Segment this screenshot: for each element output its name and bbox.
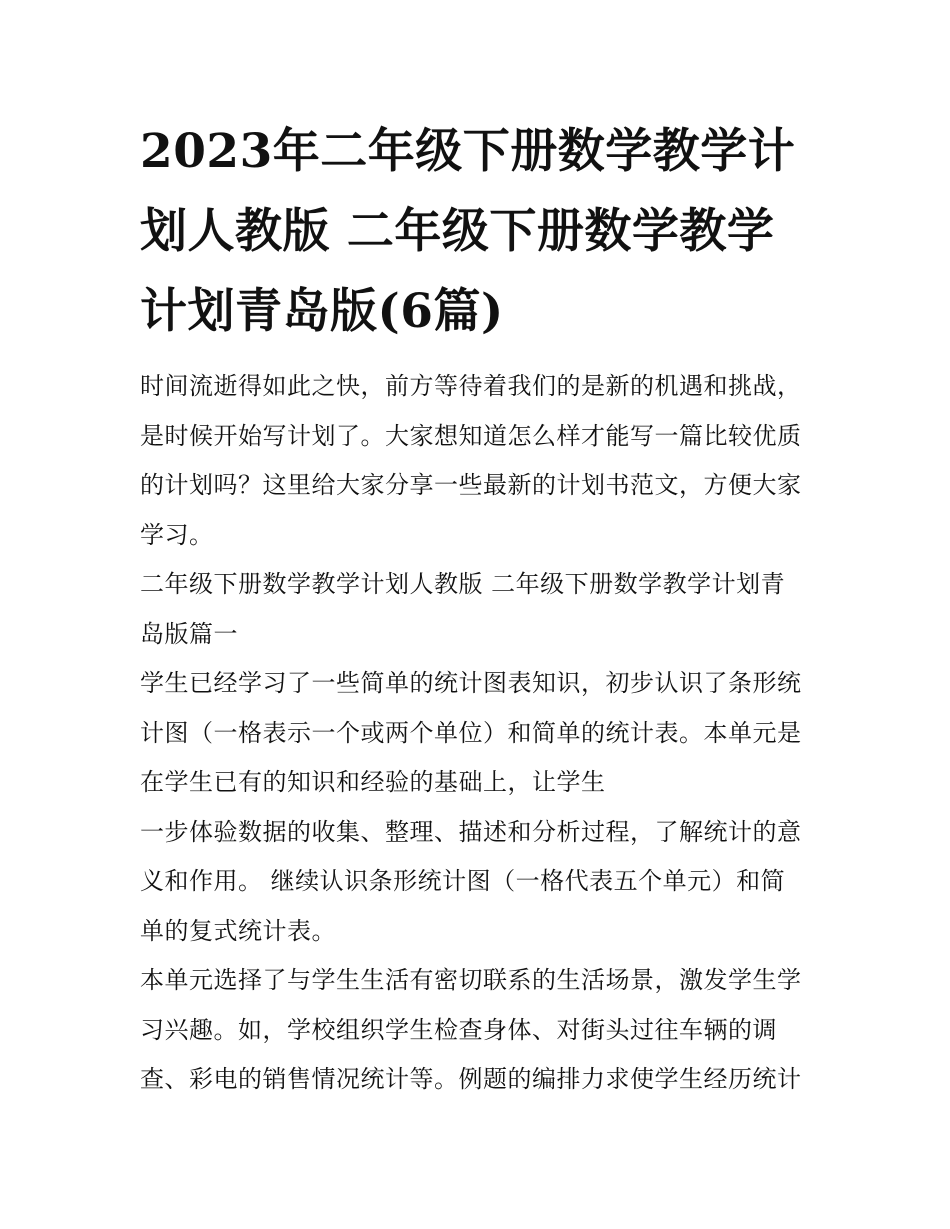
text-line: 习兴趣。如，学校组织学生检查身体、对街头过往车辆的调 xyxy=(140,1015,777,1044)
text-line: 一步体验数据的收集、整理、描述和分析过程，了解统计的意 xyxy=(140,817,802,846)
document-page xyxy=(140,112,820,1105)
section-heading xyxy=(140,560,820,659)
text-line: 在学生已有的知识和经验的基础上，让学生 xyxy=(140,768,606,796)
text-line: 是时候开始写计划了。大家想知道怎么样才能写一篇比较优质 xyxy=(140,421,802,450)
text-line: 学习。 xyxy=(140,520,214,549)
title-line: 计划青岛版(6篇) xyxy=(140,284,504,339)
title-line: 2023年二年级下册数学教学计 xyxy=(140,124,796,179)
text-line: 查、彩电的销售情况统计等。例题的编排力求使学生经历统计 xyxy=(140,1065,802,1093)
intro-paragraph xyxy=(140,362,820,560)
text-line: 岛版篇一 xyxy=(140,619,238,648)
text-line: 的计划吗？这里给大家分享一些最新的计划书范文，方便大家 xyxy=(140,471,802,499)
document-title xyxy=(140,112,820,352)
document-body xyxy=(140,362,820,1105)
text-line: 单的复式统计表。 xyxy=(140,916,336,945)
title-line: 划人教版 二年级下册数学教学 xyxy=(140,204,775,259)
body-paragraph xyxy=(140,956,820,1105)
body-paragraph xyxy=(140,808,820,957)
text-line: 学生已经学习了一些简单的统计图表知识，初步认识了条形统 xyxy=(140,669,802,697)
text-line: 时间流逝得如此之快，前方等待着我们的是新的机遇和挑战， xyxy=(140,372,802,400)
text-line: 本单元选择了与学生生活有密切联系的生活场景，激发学生学 xyxy=(140,966,802,994)
text-line: 二年级下册数学教学计划人教版 二年级下册数学教学计划青 xyxy=(140,570,786,598)
body-paragraph xyxy=(140,659,820,808)
text-line: 义和作用。 继续认识条形统计图（一格代表五个单元）和简 xyxy=(140,867,786,895)
text-line: 计图（一格表示一个或两个单位）和简单的统计表。本单元是 xyxy=(140,718,802,747)
